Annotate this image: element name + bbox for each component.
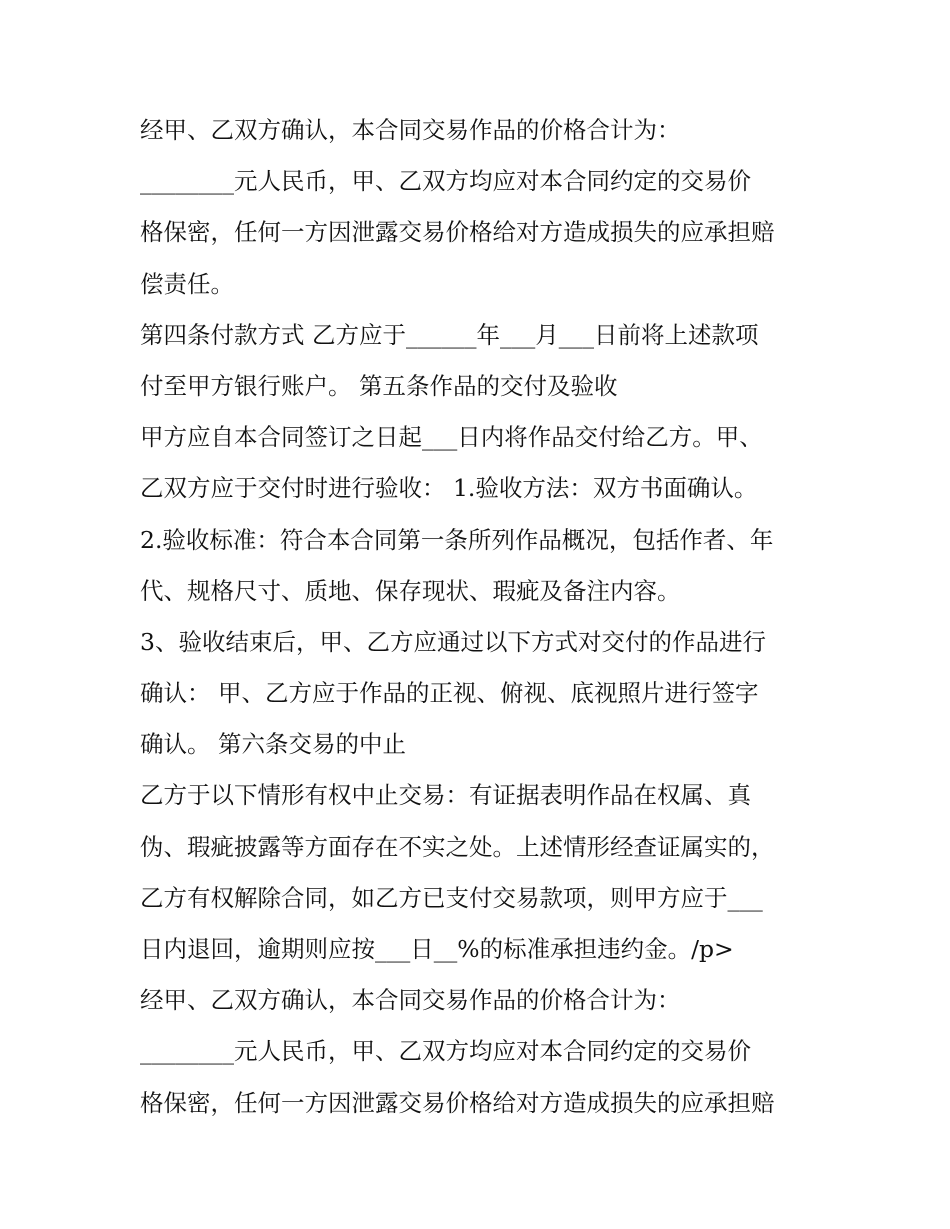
text-line: 3、验收结束后，甲、乙方应通过以下方式对交付的作品进行 [140,627,766,656]
text-line: 乙方有权解除合同，如乙方已支付交易款项，则甲方应于___ [140,883,763,912]
text-line: 格保密，任何一方因泄露交易价格给对方造成损失的应承担赔 [140,218,775,247]
text-line: 付至甲方银行账户。 第五条作品的交付及验收 [140,371,618,400]
text-line: 乙方于以下情形有权中止交易：有证据表明作品在权属、真 [140,781,751,810]
text-line: 第四条付款方式 乙方应于______年___月___日前将上述款项 [140,320,759,349]
text-line: 确认： 甲、乙方应于作品的正视、俯视、底视照片进行签字 [140,679,759,708]
text-line: ________元人民币，甲、乙双方均应对本合同约定的交易价 [140,1037,751,1066]
text-line: 偿责任。 [140,269,234,298]
text-line: 乙双方应于交付时进行验收： 1.验收方法：双方书面确认。 [140,474,758,503]
text-line: 代、规格尺寸、质地、保存现状、瑕疵及备注内容。 [140,576,681,605]
text-line: 日内退回，逾期则应按___日__%的标准承担违约金。/p> [140,935,734,963]
contract-text-body [140,105,830,1129]
text-line: 格保密，任何一方因泄露交易价格给对方造成损失的应承担赔 [140,1088,775,1117]
text-line: 经甲、乙双方确认，本合同交易作品的价格合计为： [140,986,681,1015]
text-line: 甲方应自本合同签订之日起___日内将作品交付给乙方。甲、 [140,423,763,452]
text-line: 2.验收标准：符合本合同第一条所列作品概况，包括作者、年 [140,525,774,554]
text-line: ________元人民币，甲、乙双方均应对本合同约定的交易价 [140,167,751,196]
text-line: 确认。 第六条交易的中止 [140,730,406,759]
text-line: 经甲、乙双方确认，本合同交易作品的价格合计为： [140,116,681,144]
text-line: 伪、瑕疵披露等方面存在不实之处。上述情形经查证属实的， [140,832,775,861]
